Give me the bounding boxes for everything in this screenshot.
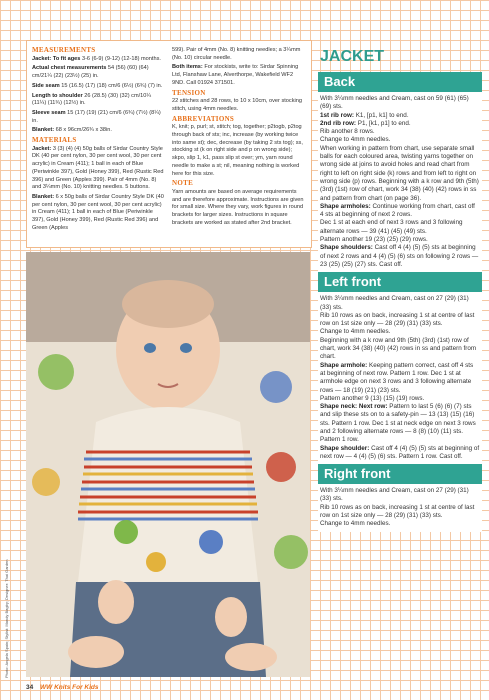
section-left-front xyxy=(318,292,482,464)
measure-jacket: Jacket: To fit ages 3-6 (6-9) (9-12) (12-18) months. xyxy=(32,55,161,62)
back-line: Shape shoulders: Cast off 4 (4) (5) (5) sts at beginning of next 2 rows and 4 (4) (5) (6) sts on following 2 rows — 23 (25) (25) (27) sts. Cast off. xyxy=(320,244,479,268)
back-line: With 3¼mm needles and Cream, cast on 59 (61) (65) (69) sts. xyxy=(320,95,469,111)
photo-credit: Photo: Angela Spain; Stylist: Mandy Bagby; Designer: Thai Garden xyxy=(4,559,9,678)
section-back-heading: Back xyxy=(318,72,482,92)
tension-text: 22 stitches and 28 rows, to 10 x 10cm, over stocking stitch, using 4mm needles. xyxy=(172,98,302,112)
back-line: Dec 1 st at each end of next 3 rows and 3 following alternate rows — 39 (41) (45) (49) sts. xyxy=(320,219,463,235)
section-right-front-heading: Right front xyxy=(318,464,482,484)
materials-both: Both items: For stockists, write to: Sirdar Spinning Ltd, Flanshaw Lane, Alverthorpe, Wakefield WF2 9ND. Call 01924 371501. xyxy=(172,64,299,86)
heading-note: NOTE xyxy=(172,179,194,188)
section-right-front xyxy=(318,484,482,531)
back-line: When working in pattern from chart, use separate small balls for each coloured area, twisting yarns together on wrong side at joins to avoid holes and read chart from right to left on right side (k) rows and from left to right on wrong side (p) rows. Beginning with a k row and 9th (5th) (3rd) (1st) row of chart, work 34 (38) (40) (42) rows in ss and pattern from chart (on page 36). xyxy=(320,144,479,202)
measure-sleeve: Sleeve seam 15 (17) (19) (21) cm/6 (6¾) (7½) (8¼) in. xyxy=(32,109,161,124)
abbreviations-text: K, knit; p, purl; st, stitch; tog, together; p2togb, p2tog through back of sts; inc, increase (by working twice into same st); dec, decrease (by taking 2 sts tog); ss, stocking st (k on right side and p on wrong side); skpo, slip 1, k1, pass slip st over; ym, yarn round needle to make a st; nil, meaning nothing is worked here for this size. xyxy=(172,124,303,177)
info-column-left xyxy=(32,47,164,234)
baby-photo xyxy=(26,252,310,677)
measure-length: Length to shoulder 26 (28.5) (30) (32) cm/10¼ (11¼) (11¾) (12½) in. xyxy=(32,92,152,107)
back-line: Rib another 8 rows. xyxy=(320,128,375,136)
back-line: Pattern another 19 (23) (25) (29) rows. xyxy=(320,236,428,244)
right-front-line: With 3¼mm needles and Cream, cast on 27 (29) (31) (33) sts. xyxy=(320,487,469,503)
info-column-right xyxy=(172,47,306,229)
materials-continued: 599). Pair of 4mm (No. 8) knitting needles; a 3¼mm (No. 10) circular needle. xyxy=(172,47,301,61)
left-front-line: Rib 10 rows as on back, increasing 1 st at centre of last row on 1st size only — 28 (29) (31) (33) sts. xyxy=(320,311,475,328)
materials-blanket: Blanket: 6 x 50g balls of Sirdar Country Style DK (40 per cent nylon, 30 per cent wool, 30 per cent acrylic) in Cream (411); 1 ball in each of Blue (Periwinkle 397), Gold (Honey 399), Red (Rustic Red 396) and Green (Apples xyxy=(32,193,164,231)
measure-chest: Actual chest measurements 54 (56) (60) (64) cm/21¼ (22) (23½) (25) in. xyxy=(32,65,149,80)
section-back xyxy=(318,92,482,272)
heading-measurements: MEASUREMENTS xyxy=(32,46,96,54)
pattern-instructions xyxy=(318,40,482,532)
measure-blanket: Blanket: 68 x 96cm/26¾ x 38in. xyxy=(32,127,112,134)
back-line: 1st rib row: K1, [p1, k1] to end. xyxy=(320,111,409,119)
magazine-title: WW Knits For Kids xyxy=(40,684,99,691)
note-text: Yarn amounts are based on average requirements and are therefore approximate. Instructions are given for small size. Where they vary, work figures in round brackets for larger sizes. Instructions in square brackets are worked as stated after 2nd bracket. xyxy=(172,188,304,226)
page-footer xyxy=(0,680,489,700)
right-front-line: Rib 10 rows as on back, increasing 1 st at centre of last row on 1st size only — 28 (29) (31) (33) sts. xyxy=(320,503,475,520)
section-left-front-heading: Left front xyxy=(318,272,482,292)
left-front-line: Pattern another 9 (13) (15) (19) rows. xyxy=(320,394,425,402)
left-front-line: Change to 4mm needles. xyxy=(320,328,391,336)
materials-box xyxy=(26,40,312,248)
right-front-line: Change to 4mm needles. xyxy=(320,520,391,528)
left-front-line: Shape shoulder: Cast off 4 (4) (5) (5) sts at beginning of next row — 4 (4) (5) (6) sts. Pattern 1 row. Cast off. xyxy=(320,444,480,460)
measure-seam: Side seam 15 (16.5) (17) (18) cm/6 (6½) (6¾) (7) in. xyxy=(32,82,163,89)
back-line: 2nd rib row: P1, [k1, p1] to end. xyxy=(320,119,411,127)
left-front-line: Shape armhole: Keeping pattern correct, cast off 4 sts at beginning of next row. Pattern 1 row. Dec 1 st at armhole edge on next 3 rows and 3 following alternate rows — 18 (19) (21) (23) sts. xyxy=(320,361,474,394)
left-front-line: Shape neck: Next row: Pattern to last 5 (6) (6) (7) sts and slip these sts on to a safety-pin — 13 (13) (15) (16) sts. Pattern 1 row. Dec 1 st at neck edge on next 3 rows and 2 following alternate rows — 8 (8) (10) (11) sts. Pattern 1 row. xyxy=(320,403,476,444)
jacket-title: JACKET xyxy=(320,48,385,65)
back-line: Shape armholes: Continue working from chart, cast off 4 sts at beginning of next 2 rows. xyxy=(320,202,475,219)
back-line: Change to 4mm needles. xyxy=(320,136,391,144)
heading-tension: TENSION xyxy=(172,88,206,97)
left-front-line: Beginning with a k row and 9th (5th) (3rd) (1st) row of chart, work 34 (38) (40) (42) rows in ss and pattern from chart. xyxy=(320,336,477,361)
page-number: 34 xyxy=(26,684,34,691)
left-front-line: With 3¼mm needles and Cream, cast on 27 (29) (31) (33) sts. xyxy=(320,295,469,311)
materials-jacket: Jacket: 3 (3) (4) (4) 50g balls of Sirdar Country Style DK (40 per cent nylon, 30 per cent wool, 30 per cent acrylic) in Cream (411); 1 ball in each of Blue (Periwinkle 397), Gold (Honey 399), Red (Rustic Red 396) and Green (Apples 399). Pair of 4mm (No. 8) and 3¼mm (No. 10) knitting needles. 5 buttons. xyxy=(32,145,164,191)
heading-materials: MATERIALS xyxy=(32,136,77,145)
heading-abbreviations: ABBREVIATIONS xyxy=(172,114,235,123)
